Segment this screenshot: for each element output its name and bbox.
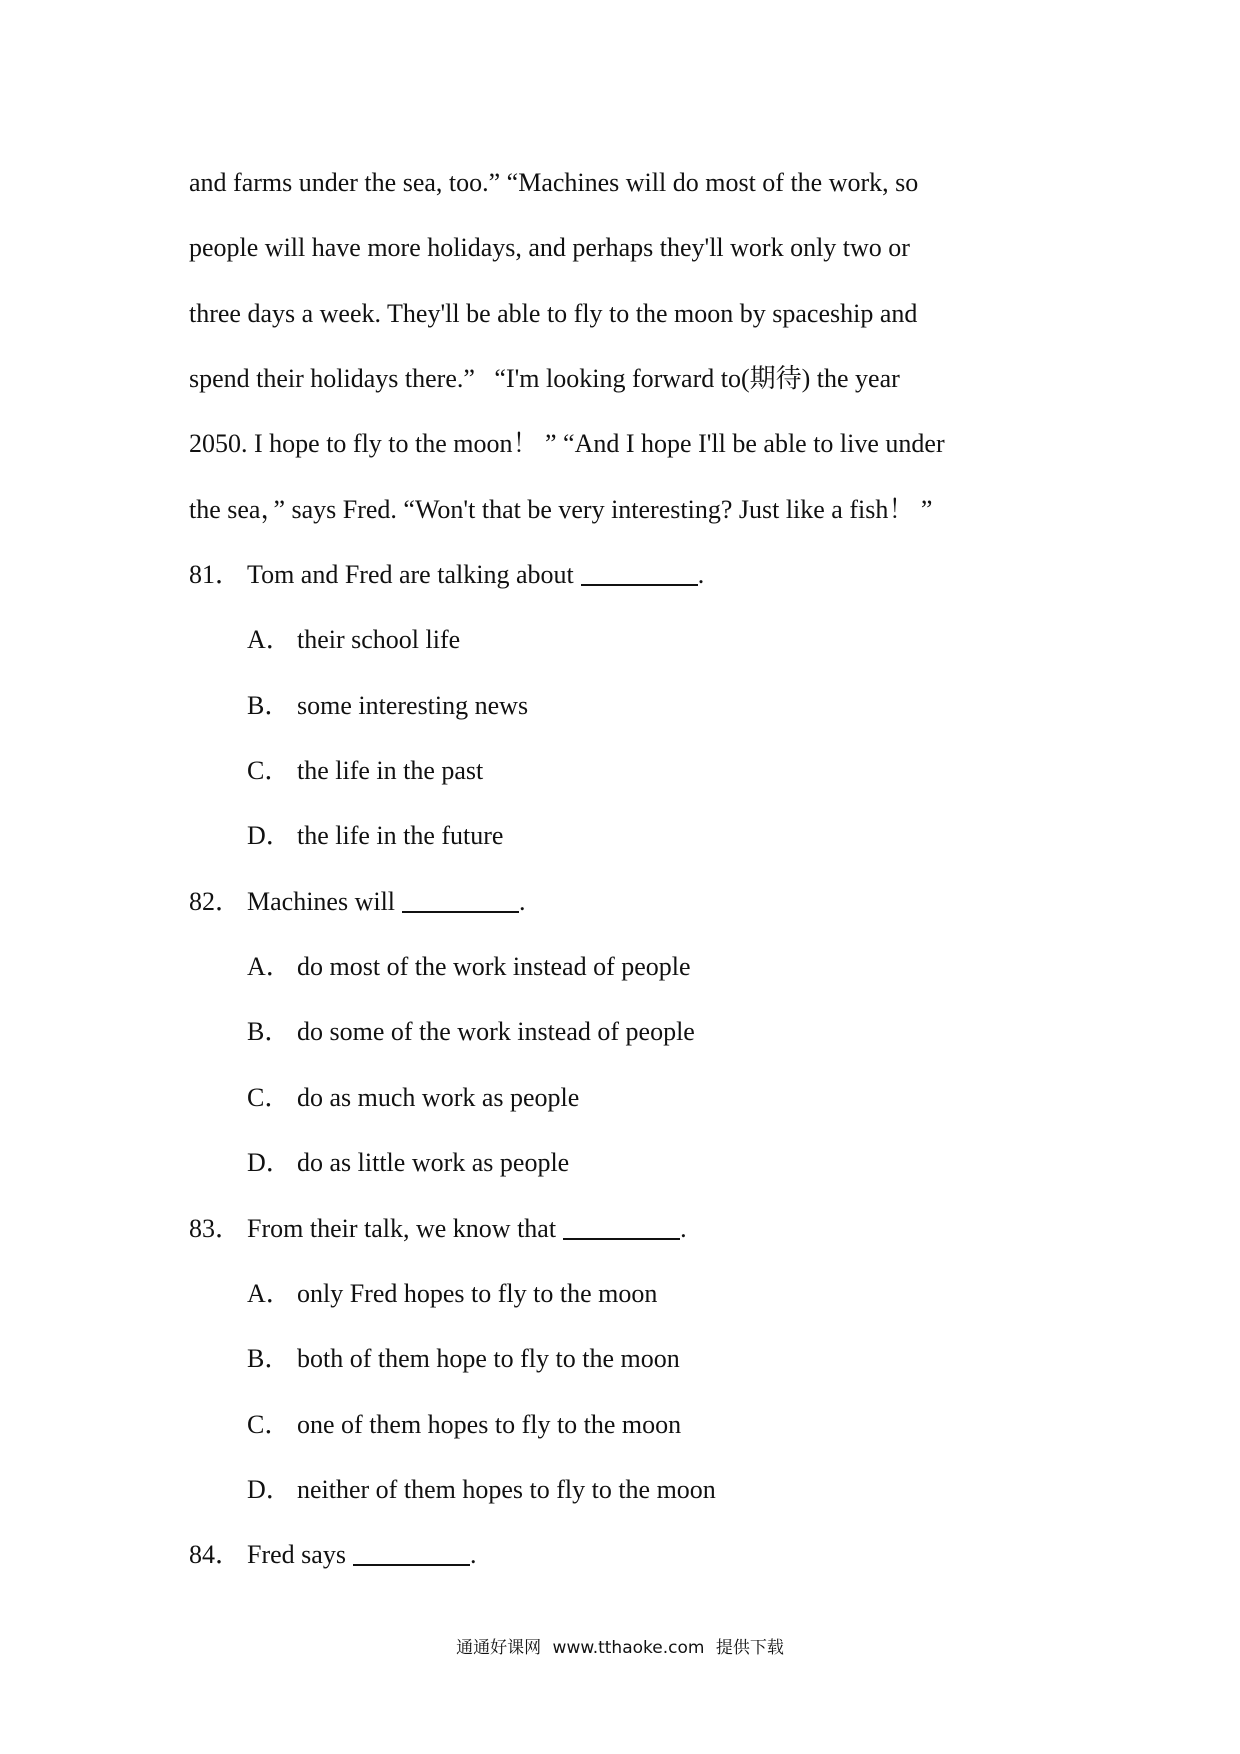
question-82 bbox=[0, 869, 1240, 1196]
answer-blank bbox=[563, 1220, 680, 1240]
option-letter: D． bbox=[247, 1148, 292, 1178]
option-d bbox=[0, 1457, 1240, 1522]
question-stem bbox=[0, 869, 1240, 934]
question-number: 82． bbox=[189, 886, 242, 916]
question-number: 84． bbox=[189, 1540, 242, 1570]
option-b bbox=[0, 999, 1240, 1064]
answer-blank bbox=[402, 893, 519, 913]
question-text: Fred says bbox=[247, 1540, 346, 1570]
question-83 bbox=[0, 1196, 1240, 1523]
question-text: Tom and Fred are talking about bbox=[247, 560, 574, 590]
option-text: the life in the future bbox=[297, 821, 504, 851]
option-letter: B． bbox=[247, 690, 291, 720]
option-a bbox=[0, 607, 1240, 672]
option-letter: C． bbox=[247, 756, 291, 786]
option-b bbox=[0, 1326, 1240, 1391]
question-number: 83． bbox=[189, 1213, 242, 1243]
option-text: do some of the work instead of people bbox=[297, 1017, 695, 1047]
question-end-punctuation: . bbox=[680, 1213, 687, 1243]
option-a bbox=[0, 1261, 1240, 1326]
option-text: one of them hopes to fly to the moon bbox=[297, 1409, 682, 1439]
page-footer: 通通好课网 www.tthaoke.com 提供下载 bbox=[456, 1638, 784, 1658]
passage-line: spend their holidays there.” “I'm looking forward to(期待) the year bbox=[189, 364, 900, 394]
option-text: neither of them hopes to fly to the moon bbox=[297, 1474, 716, 1504]
question-81 bbox=[0, 542, 1240, 869]
option-b bbox=[0, 673, 1240, 738]
option-text: only Fred hopes to fly to the moon bbox=[297, 1278, 658, 1308]
page-content bbox=[0, 150, 1240, 1588]
option-letter: D． bbox=[247, 821, 292, 851]
option-text: some interesting news bbox=[297, 690, 529, 720]
option-c bbox=[0, 1065, 1240, 1130]
option-text: do as much work as people bbox=[297, 1082, 580, 1112]
passage-line: three days a week. They'll be able to fly to the moon by spaceship and bbox=[189, 298, 918, 328]
option-c bbox=[0, 738, 1240, 803]
answer-blank bbox=[581, 566, 698, 586]
option-letter: B． bbox=[247, 1344, 291, 1374]
question-end-punctuation: . bbox=[519, 886, 526, 916]
option-letter: C． bbox=[247, 1409, 291, 1439]
passage-line: the sea，” says Fred. “Won't that be very interesting? Just like a fish！ ” bbox=[189, 494, 933, 524]
question-stem bbox=[0, 542, 1240, 607]
question-number: 81． bbox=[189, 560, 242, 590]
option-letter: A． bbox=[247, 1278, 292, 1308]
option-text: both of them hope to fly to the moon bbox=[297, 1344, 680, 1374]
passage-line: 2050. I hope to fly to the moon！ ” “And I hope I'll be able to live under bbox=[189, 429, 945, 459]
question-end-punctuation: . bbox=[697, 560, 705, 590]
option-d bbox=[0, 803, 1240, 868]
question-84 bbox=[0, 1522, 1240, 1587]
option-text: do most of the work instead of people bbox=[297, 952, 691, 982]
option-letter: A． bbox=[247, 952, 292, 982]
option-letter: C． bbox=[247, 1082, 291, 1112]
question-stem bbox=[0, 1196, 1240, 1261]
reading-passage bbox=[0, 150, 1240, 542]
option-text: do as little work as people bbox=[297, 1148, 570, 1178]
option-c bbox=[0, 1392, 1240, 1457]
question-end-punctuation: . bbox=[469, 1540, 477, 1570]
option-letter: B． bbox=[247, 1017, 291, 1047]
option-text: their school life bbox=[297, 625, 461, 655]
option-letter: D． bbox=[247, 1474, 292, 1504]
question-text: Machines will bbox=[247, 886, 396, 916]
passage-line: and farms under the sea, too.” “Machines will do most of the work, so bbox=[189, 168, 919, 197]
option-d bbox=[0, 1130, 1240, 1195]
question-text: From their talk, we know that bbox=[247, 1213, 557, 1243]
option-text: the life in the past bbox=[297, 756, 484, 786]
passage-line: people will have more holidays, and perhaps they'll work only two or bbox=[189, 233, 910, 263]
question-stem bbox=[0, 1522, 1240, 1587]
answer-blank bbox=[353, 1546, 470, 1566]
option-a bbox=[0, 934, 1240, 999]
option-letter: A． bbox=[247, 625, 292, 655]
